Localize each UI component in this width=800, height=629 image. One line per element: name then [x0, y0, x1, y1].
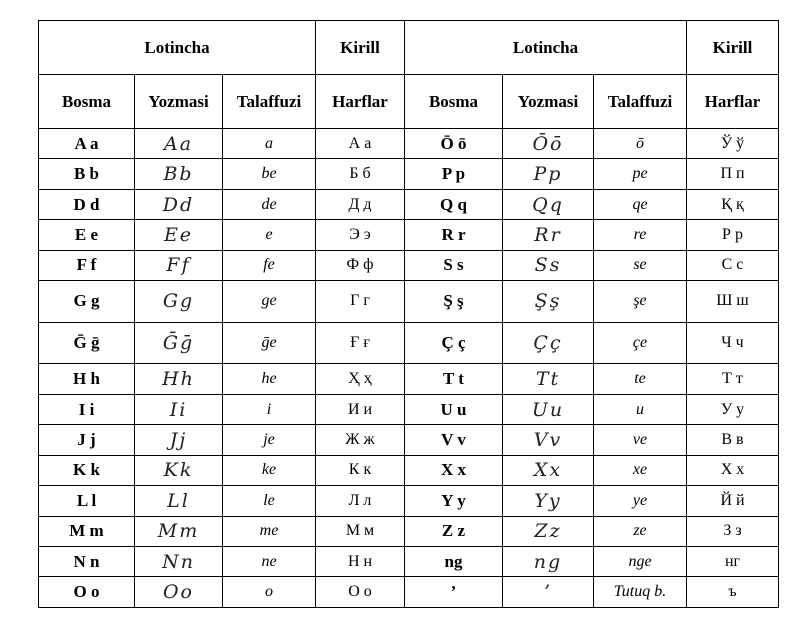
- cell-left-kirill: Ғ ғ: [316, 322, 405, 364]
- cell-left-talaffuzi: le: [223, 486, 316, 516]
- cell-right-yozmasi: ’: [503, 577, 594, 608]
- cell-left-yozmasi: Hh: [135, 364, 223, 394]
- cell-right-kirill: З з: [687, 516, 779, 546]
- header-row-columns: [39, 75, 779, 129]
- table-row: [39, 455, 779, 485]
- header-yozmasi-left: Yozmasi: [135, 75, 223, 129]
- cell-left-yozmasi: Ḡḡ: [135, 322, 223, 364]
- table-row: [39, 159, 779, 189]
- cell-right-talaffuzi: re: [594, 220, 687, 250]
- cell-right-kirill: Т т: [687, 364, 779, 394]
- cell-right-talaffuzi: qe: [594, 189, 687, 219]
- cell-right-talaffuzi: te: [594, 364, 687, 394]
- cell-right-yozmasi: Rr: [503, 220, 594, 250]
- cell-right-talaffuzi: ye: [594, 486, 687, 516]
- cell-left-talaffuzi: o: [223, 577, 316, 608]
- cell-right-yozmasi: ng: [503, 547, 594, 577]
- table-row: [39, 486, 779, 516]
- cell-left-kirill: К к: [316, 455, 405, 485]
- cell-left-kirill: Г г: [316, 281, 405, 323]
- cell-left-yozmasi: Ll: [135, 486, 223, 516]
- cell-right-yozmasi: Zz: [503, 516, 594, 546]
- cell-left-talaffuzi: ḡe: [223, 322, 316, 364]
- header-row-groups: [39, 21, 779, 75]
- cell-right-yozmasi: Şş: [503, 281, 594, 323]
- cell-right-bosma: Q q: [405, 189, 503, 219]
- table-row: [39, 189, 779, 219]
- cell-left-bosma: N n: [39, 547, 135, 577]
- cell-left-yozmasi: Gg: [135, 281, 223, 323]
- cell-left-kirill: Э э: [316, 220, 405, 250]
- cell-left-bosma: K k: [39, 455, 135, 485]
- cell-right-talaffuzi: Tutuq b.: [594, 577, 687, 608]
- cell-right-kirill: Ч ч: [687, 322, 779, 364]
- cell-left-yozmasi: Nn: [135, 547, 223, 577]
- header-lotincha-right: Lotincha: [405, 21, 687, 75]
- cell-left-bosma: Ḡ ḡ: [39, 322, 135, 364]
- cell-left-bosma: E e: [39, 220, 135, 250]
- cell-right-bosma: Ç ç: [405, 322, 503, 364]
- cell-left-kirill: Б б: [316, 159, 405, 189]
- cell-right-bosma: Z z: [405, 516, 503, 546]
- cell-left-kirill: А а: [316, 129, 405, 159]
- cell-right-yozmasi: Çç: [503, 322, 594, 364]
- cell-right-talaffuzi: u: [594, 394, 687, 424]
- cell-right-yozmasi: Ōō: [503, 129, 594, 159]
- cell-left-talaffuzi: je: [223, 425, 316, 455]
- cell-left-kirill: Л л: [316, 486, 405, 516]
- cell-right-bosma: Ş ş: [405, 281, 503, 323]
- cell-left-bosma: B b: [39, 159, 135, 189]
- table-row: [39, 577, 779, 608]
- cell-right-kirill: П п: [687, 159, 779, 189]
- table-row: [39, 364, 779, 394]
- cell-right-bosma: ng: [405, 547, 503, 577]
- table-row: [39, 425, 779, 455]
- cell-right-kirill: нг: [687, 547, 779, 577]
- cell-right-talaffuzi: ō: [594, 129, 687, 159]
- cell-left-bosma: M m: [39, 516, 135, 546]
- cell-right-yozmasi: Uu: [503, 394, 594, 424]
- cell-left-yozmasi: Aa: [135, 129, 223, 159]
- cell-right-yozmasi: Vv: [503, 425, 594, 455]
- table-row: [39, 220, 779, 250]
- cell-right-bosma: R r: [405, 220, 503, 250]
- cell-left-kirill: Ф ф: [316, 250, 405, 280]
- cell-right-kirill: В в: [687, 425, 779, 455]
- header-lotincha-left: Lotincha: [39, 21, 316, 75]
- cell-left-yozmasi: Bb: [135, 159, 223, 189]
- table-row: [39, 250, 779, 280]
- cell-left-yozmasi: Ii: [135, 394, 223, 424]
- cell-left-bosma: J j: [39, 425, 135, 455]
- table-row: [39, 322, 779, 364]
- cell-right-kirill: Ш ш: [687, 281, 779, 323]
- cell-right-kirill: Ў ў: [687, 129, 779, 159]
- cell-left-talaffuzi: ne: [223, 547, 316, 577]
- header-harflar-right: Harflar: [687, 75, 779, 129]
- cell-left-bosma: A a: [39, 129, 135, 159]
- cell-left-yozmasi: Oo: [135, 577, 223, 608]
- header-bosma-left: Bosma: [39, 75, 135, 129]
- cell-left-talaffuzi: de: [223, 189, 316, 219]
- cell-left-talaffuzi: a: [223, 129, 316, 159]
- header-bosma-right: Bosma: [405, 75, 503, 129]
- cell-right-bosma: X x: [405, 455, 503, 485]
- cell-right-talaffuzi: ve: [594, 425, 687, 455]
- cell-left-bosma: L l: [39, 486, 135, 516]
- cell-left-kirill: Ҳ ҳ: [316, 364, 405, 394]
- cell-right-bosma: T t: [405, 364, 503, 394]
- cell-right-bosma: Y y: [405, 486, 503, 516]
- cell-right-yozmasi: Qq: [503, 189, 594, 219]
- header-talaffuzi-left: Talaffuzi: [223, 75, 316, 129]
- cell-right-kirill: Р р: [687, 220, 779, 250]
- header-kirill-right: Kirill: [687, 21, 779, 75]
- table-row: [39, 394, 779, 424]
- cell-left-talaffuzi: me: [223, 516, 316, 546]
- cell-left-bosma: H h: [39, 364, 135, 394]
- cell-left-talaffuzi: i: [223, 394, 316, 424]
- cell-left-yozmasi: Dd: [135, 189, 223, 219]
- cell-right-yozmasi: Ss: [503, 250, 594, 280]
- cell-right-talaffuzi: pe: [594, 159, 687, 189]
- cell-right-kirill: С с: [687, 250, 779, 280]
- table-row: [39, 281, 779, 323]
- cell-left-kirill: И и: [316, 394, 405, 424]
- table-row: [39, 516, 779, 546]
- cell-left-kirill: М м: [316, 516, 405, 546]
- table-row: [39, 129, 779, 159]
- cell-right-talaffuzi: xe: [594, 455, 687, 485]
- cell-left-bosma: F f: [39, 250, 135, 280]
- cell-left-yozmasi: Kk: [135, 455, 223, 485]
- cell-left-talaffuzi: ke: [223, 455, 316, 485]
- cell-left-kirill: Н н: [316, 547, 405, 577]
- header-harflar-left: Harflar: [316, 75, 405, 129]
- cell-left-bosma: O o: [39, 577, 135, 608]
- alphabet-table: [38, 20, 779, 608]
- cell-left-kirill: О о: [316, 577, 405, 608]
- cell-left-talaffuzi: fe: [223, 250, 316, 280]
- cell-right-bosma: P p: [405, 159, 503, 189]
- cell-left-kirill: Д д: [316, 189, 405, 219]
- cell-left-talaffuzi: be: [223, 159, 316, 189]
- cell-right-kirill: Қ қ: [687, 189, 779, 219]
- cell-right-talaffuzi: ze: [594, 516, 687, 546]
- cell-right-kirill: ъ: [687, 577, 779, 608]
- cell-left-bosma: G g: [39, 281, 135, 323]
- cell-right-yozmasi: Yy: [503, 486, 594, 516]
- cell-right-yozmasi: Xx: [503, 455, 594, 485]
- cell-right-bosma: U u: [405, 394, 503, 424]
- cell-right-kirill: Х х: [687, 455, 779, 485]
- cell-left-talaffuzi: he: [223, 364, 316, 394]
- cell-right-talaffuzi: se: [594, 250, 687, 280]
- cell-right-talaffuzi: şe: [594, 281, 687, 323]
- header-kirill-left: Kirill: [316, 21, 405, 75]
- cell-right-kirill: У у: [687, 394, 779, 424]
- cell-right-bosma: Ō ō: [405, 129, 503, 159]
- cell-left-yozmasi: Jj: [135, 425, 223, 455]
- cell-right-bosma: ’: [405, 577, 503, 608]
- cell-left-bosma: D d: [39, 189, 135, 219]
- header-yozmasi-right: Yozmasi: [503, 75, 594, 129]
- cell-right-yozmasi: Pp: [503, 159, 594, 189]
- cell-right-talaffuzi: çe: [594, 322, 687, 364]
- cell-right-talaffuzi: nge: [594, 547, 687, 577]
- cell-right-yozmasi: Tt: [503, 364, 594, 394]
- cell-left-kirill: Ж ж: [316, 425, 405, 455]
- cell-left-bosma: I i: [39, 394, 135, 424]
- cell-left-yozmasi: Ff: [135, 250, 223, 280]
- cell-right-bosma: V v: [405, 425, 503, 455]
- table-row: [39, 547, 779, 577]
- header-talaffuzi-right: Talaffuzi: [594, 75, 687, 129]
- cell-left-talaffuzi: ge: [223, 281, 316, 323]
- cell-left-yozmasi: Mm: [135, 516, 223, 546]
- cell-left-talaffuzi: e: [223, 220, 316, 250]
- cell-right-bosma: S s: [405, 250, 503, 280]
- cell-right-kirill: Й й: [687, 486, 779, 516]
- cell-left-yozmasi: Ee: [135, 220, 223, 250]
